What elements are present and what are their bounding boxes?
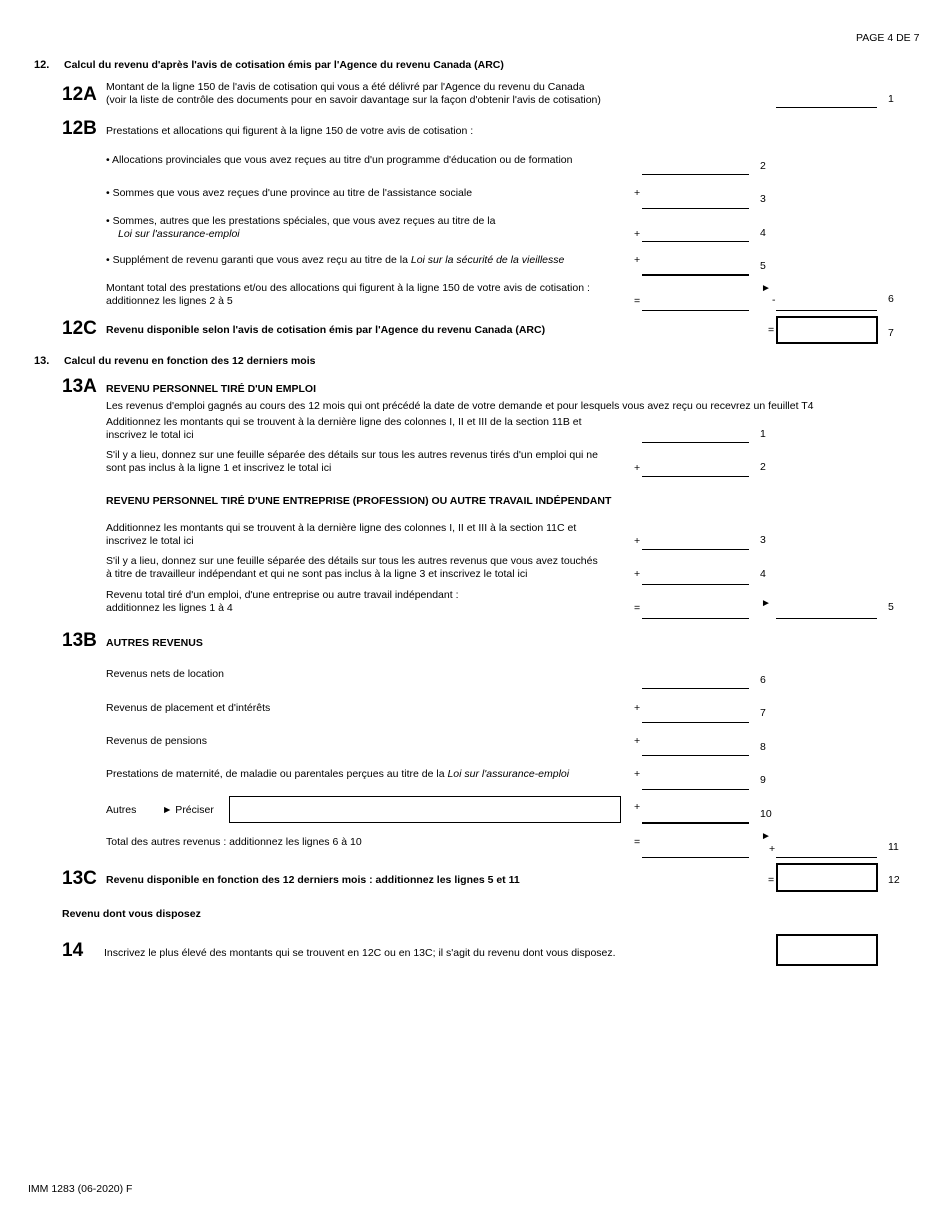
line-13b-10-specify: ► Préciser bbox=[162, 804, 214, 816]
line-number-13-6: 6 bbox=[760, 674, 766, 686]
line-13b-11-text: Total des autres revenus : additionnez les lignes 6 à 10 bbox=[106, 836, 362, 848]
plus-sign: + bbox=[634, 768, 641, 780]
plus-sign: + bbox=[769, 843, 776, 855]
field-12b-line-5[interactable] bbox=[642, 274, 749, 276]
form-footer-code: IMM 1283 (06-2020) F bbox=[28, 1183, 133, 1195]
arrow-icon: ► bbox=[761, 283, 771, 294]
field-12b-line-3[interactable] bbox=[642, 208, 749, 209]
line-12b-total-text-1: Montant total des prestations et/ou des allocations qui figurent à la ligne 150 de votre avis de cotisation : bbox=[106, 282, 590, 294]
line-12b-item-4-law: Loi sur l'assurance-emploi bbox=[118, 228, 240, 240]
heading-available-income: Revenu dont vous disposez bbox=[62, 908, 201, 920]
field-13b-subtotal bbox=[642, 857, 749, 858]
section-13-title: Calcul du revenu en fonction des 12 derniers mois bbox=[64, 355, 316, 367]
plus-sign: + bbox=[634, 568, 641, 580]
plus-sign: + bbox=[634, 735, 641, 747]
field-12b-line-4[interactable] bbox=[642, 241, 749, 242]
code-14: 14 bbox=[62, 940, 84, 961]
line-number-13-2: 2 bbox=[760, 461, 766, 473]
line-number-12a-1: 1 bbox=[888, 93, 894, 105]
line-number-13-3: 3 bbox=[760, 534, 766, 546]
line-number-6: 6 bbox=[888, 293, 894, 305]
field-12b-line-2[interactable] bbox=[642, 174, 749, 175]
field-13a-line-5[interactable] bbox=[776, 618, 877, 619]
code-12c: 12C bbox=[62, 318, 97, 339]
line-number-13-5: 5 bbox=[888, 601, 894, 613]
line-number-13-8: 8 bbox=[760, 741, 766, 753]
line-13b-10-label: Autres bbox=[106, 804, 137, 816]
line-13a-3-text-1: Additionnez les montants qui se trouvent à la dernière ligne des colonnes I, II et III à la section 11C et bbox=[106, 522, 577, 534]
equals-sign: = bbox=[634, 836, 641, 848]
line-12b-item-4-text: • Sommes, autres que les prestations spéciales, que vous avez reçues au titre de la bbox=[106, 215, 496, 227]
heading-13a-self-employment: REVENU PERSONNEL TIRÉ D'UNE ENTREPRISE (PROFESSION) OU AUTRE TRAVAIL INDÉPENDANT bbox=[106, 495, 612, 507]
field-13b-line-6[interactable] bbox=[642, 688, 749, 689]
line-number-13-11: 11 bbox=[888, 841, 899, 853]
field-13a-line-1[interactable] bbox=[642, 442, 749, 443]
line-12a-text-2: (voir la liste de contrôle des documents pour en savoir davantage sur la façon d'obtenir l'avis de cotisation) bbox=[106, 94, 601, 106]
equals-sign: = bbox=[634, 602, 641, 614]
code-13a: 13A bbox=[62, 376, 97, 397]
section-13-number: 13. bbox=[34, 355, 50, 367]
heading-13b-other-income: AUTRES REVENUS bbox=[106, 637, 203, 649]
field-12a-line-1[interactable] bbox=[776, 107, 877, 108]
note-13a-t4: Les revenus d'emploi gagnés au cours des 12 mois qui ont précédé la date de votre demande et pour lesquels vous avez reçu ou recevrez un feuillet T4 bbox=[106, 400, 814, 412]
plus-sign: + bbox=[634, 535, 641, 547]
plus-sign: + bbox=[634, 228, 641, 240]
line-number-7: 7 bbox=[888, 327, 894, 339]
page-number: PAGE 4 DE 7 bbox=[856, 32, 920, 44]
equals-sign: = bbox=[768, 324, 775, 336]
line-number-2: 2 bbox=[760, 160, 766, 172]
section-12-title: Calcul du revenu d'après l'avis de cotisation émis par l'Agence du revenu Canada (ARC) bbox=[64, 59, 504, 71]
line-13a-3-text-2: inscrivez le total ici bbox=[106, 535, 194, 547]
field-13a-line-2[interactable] bbox=[642, 476, 749, 477]
line-number-13-4: 4 bbox=[760, 568, 766, 580]
line-12b-item-3: • Sommes que vous avez reçues d'une province au titre de l'assistance sociale bbox=[106, 187, 473, 199]
code-12b: 12B bbox=[62, 118, 97, 139]
line-13a-2-text-2: sont pas inclus à la ligne 1 et inscrivez le total ici bbox=[106, 462, 332, 474]
line-12c-text: Revenu disponible selon l'avis de cotisation émis par l'Agence du revenu Canada (ARC) bbox=[106, 324, 546, 336]
field-13a-line-3[interactable] bbox=[642, 549, 749, 550]
line-13a-1-text-2: inscrivez le total ici bbox=[106, 429, 194, 441]
line-number-13-9: 9 bbox=[760, 774, 766, 786]
plus-sign: + bbox=[634, 702, 641, 714]
line-13a-2-text-1: S'il y a lieu, donnez sur une feuille séparée des détails sur tous les autres revenus tirés d'un emploi qui ne bbox=[106, 449, 598, 461]
line-13a-5-text-2: additionnez les lignes 1 à 4 bbox=[106, 602, 233, 614]
plus-sign: + bbox=[634, 187, 641, 199]
line-13a-4-text-1: S'il y a lieu, donnez sur une feuille séparée des détails sur tous les autres revenus que vous avez touchés bbox=[106, 555, 598, 567]
line-13b-6-text: Revenus nets de location bbox=[106, 668, 224, 680]
line-12b-item-2: • Allocations provinciales que vous avez reçues au titre d'un programme d'éducation ou de formation bbox=[106, 154, 573, 166]
field-13a-line-4[interactable] bbox=[642, 584, 749, 585]
line-12b-intro: Prestations et allocations qui figurent à la ligne 150 de votre avis de cotisation : bbox=[106, 125, 474, 137]
field-12b-line-6[interactable] bbox=[776, 310, 877, 311]
line-number-13-1: 1 bbox=[760, 428, 766, 440]
plus-sign: + bbox=[634, 254, 641, 266]
field-13b-line-9[interactable] bbox=[642, 789, 749, 790]
line-13b-8-text: Revenus de pensions bbox=[106, 735, 207, 747]
line-13a-1-text-1: Additionnez les montants qui se trouvent à la dernière ligne des colonnes I, II et III de la section 11B et bbox=[106, 416, 582, 428]
line-number-13-10: 10 bbox=[760, 808, 772, 820]
code-13b: 13B bbox=[62, 630, 97, 651]
line-number-13-7: 7 bbox=[760, 707, 766, 719]
box-14-available-income[interactable] bbox=[776, 934, 878, 966]
field-13b-line-11[interactable] bbox=[776, 857, 877, 858]
line-13a-5-text-1: Revenu total tiré d'un emploi, d'une entreprise ou autre travail indépendant : bbox=[106, 589, 459, 601]
line-14-text: Inscrivez le plus élevé des montants qui se trouvent en 12C ou en 13C; il s'agit du revenu dont vous disposez. bbox=[104, 947, 616, 959]
field-13b-line-7[interactable] bbox=[642, 722, 749, 723]
field-13b-line-10[interactable] bbox=[642, 822, 749, 824]
arrow-icon: ► bbox=[761, 831, 771, 842]
code-12a: 12A bbox=[62, 84, 97, 105]
field-12b-subtotal bbox=[642, 310, 749, 311]
other-income-specify-input[interactable] bbox=[229, 796, 621, 823]
plus-sign: + bbox=[634, 462, 641, 474]
line-12a-text-1: Montant de la ligne 150 de l'avis de cotisation qui vous a été délivré par l'Agence du revenu du Canada bbox=[106, 81, 585, 93]
line-number-5: 5 bbox=[760, 260, 766, 272]
line-13c-text: Revenu disponible en fonction des 12 derniers mois : additionnez les lignes 5 et 11 bbox=[106, 874, 520, 886]
line-13b-7-text: Revenus de placement et d'intérêts bbox=[106, 702, 271, 714]
code-13c: 13C bbox=[62, 868, 97, 889]
heading-13a-employment: REVENU PERSONNEL TIRÉ D'UN EMPLOI bbox=[106, 383, 316, 395]
line-12b-total-text-2: additionnez les lignes 2 à 5 bbox=[106, 295, 233, 307]
line-13a-4-text-2: à titre de travailleur indépendant et qui ne sont pas inclus à la ligne 3 et inscrivez le total ici bbox=[106, 568, 528, 580]
line-13b-9-text: Prestations de maternité, de maladie ou parentales perçues au titre de la Loi sur l'assurance-emploi bbox=[106, 768, 570, 780]
field-13a-subtotal bbox=[642, 618, 749, 619]
field-13b-line-8[interactable] bbox=[642, 755, 749, 756]
box-13c-line-12[interactable] bbox=[776, 863, 878, 892]
section-12-number: 12. bbox=[34, 59, 50, 71]
box-12c-line-7[interactable] bbox=[776, 316, 878, 344]
line-number-13-12: 12 bbox=[888, 874, 900, 886]
equals-sign: = bbox=[768, 874, 775, 886]
plus-sign: + bbox=[634, 801, 641, 813]
minus-sign: - bbox=[772, 294, 776, 306]
arrow-icon: ► bbox=[761, 598, 771, 609]
line-12b-item-5: • Supplément de revenu garanti que vous avez reçu au titre de la Loi sur la sécurité de la vieillesse bbox=[106, 254, 565, 266]
equals-sign: = bbox=[634, 295, 641, 307]
line-number-4: 4 bbox=[760, 227, 766, 239]
line-number-3: 3 bbox=[760, 193, 766, 205]
